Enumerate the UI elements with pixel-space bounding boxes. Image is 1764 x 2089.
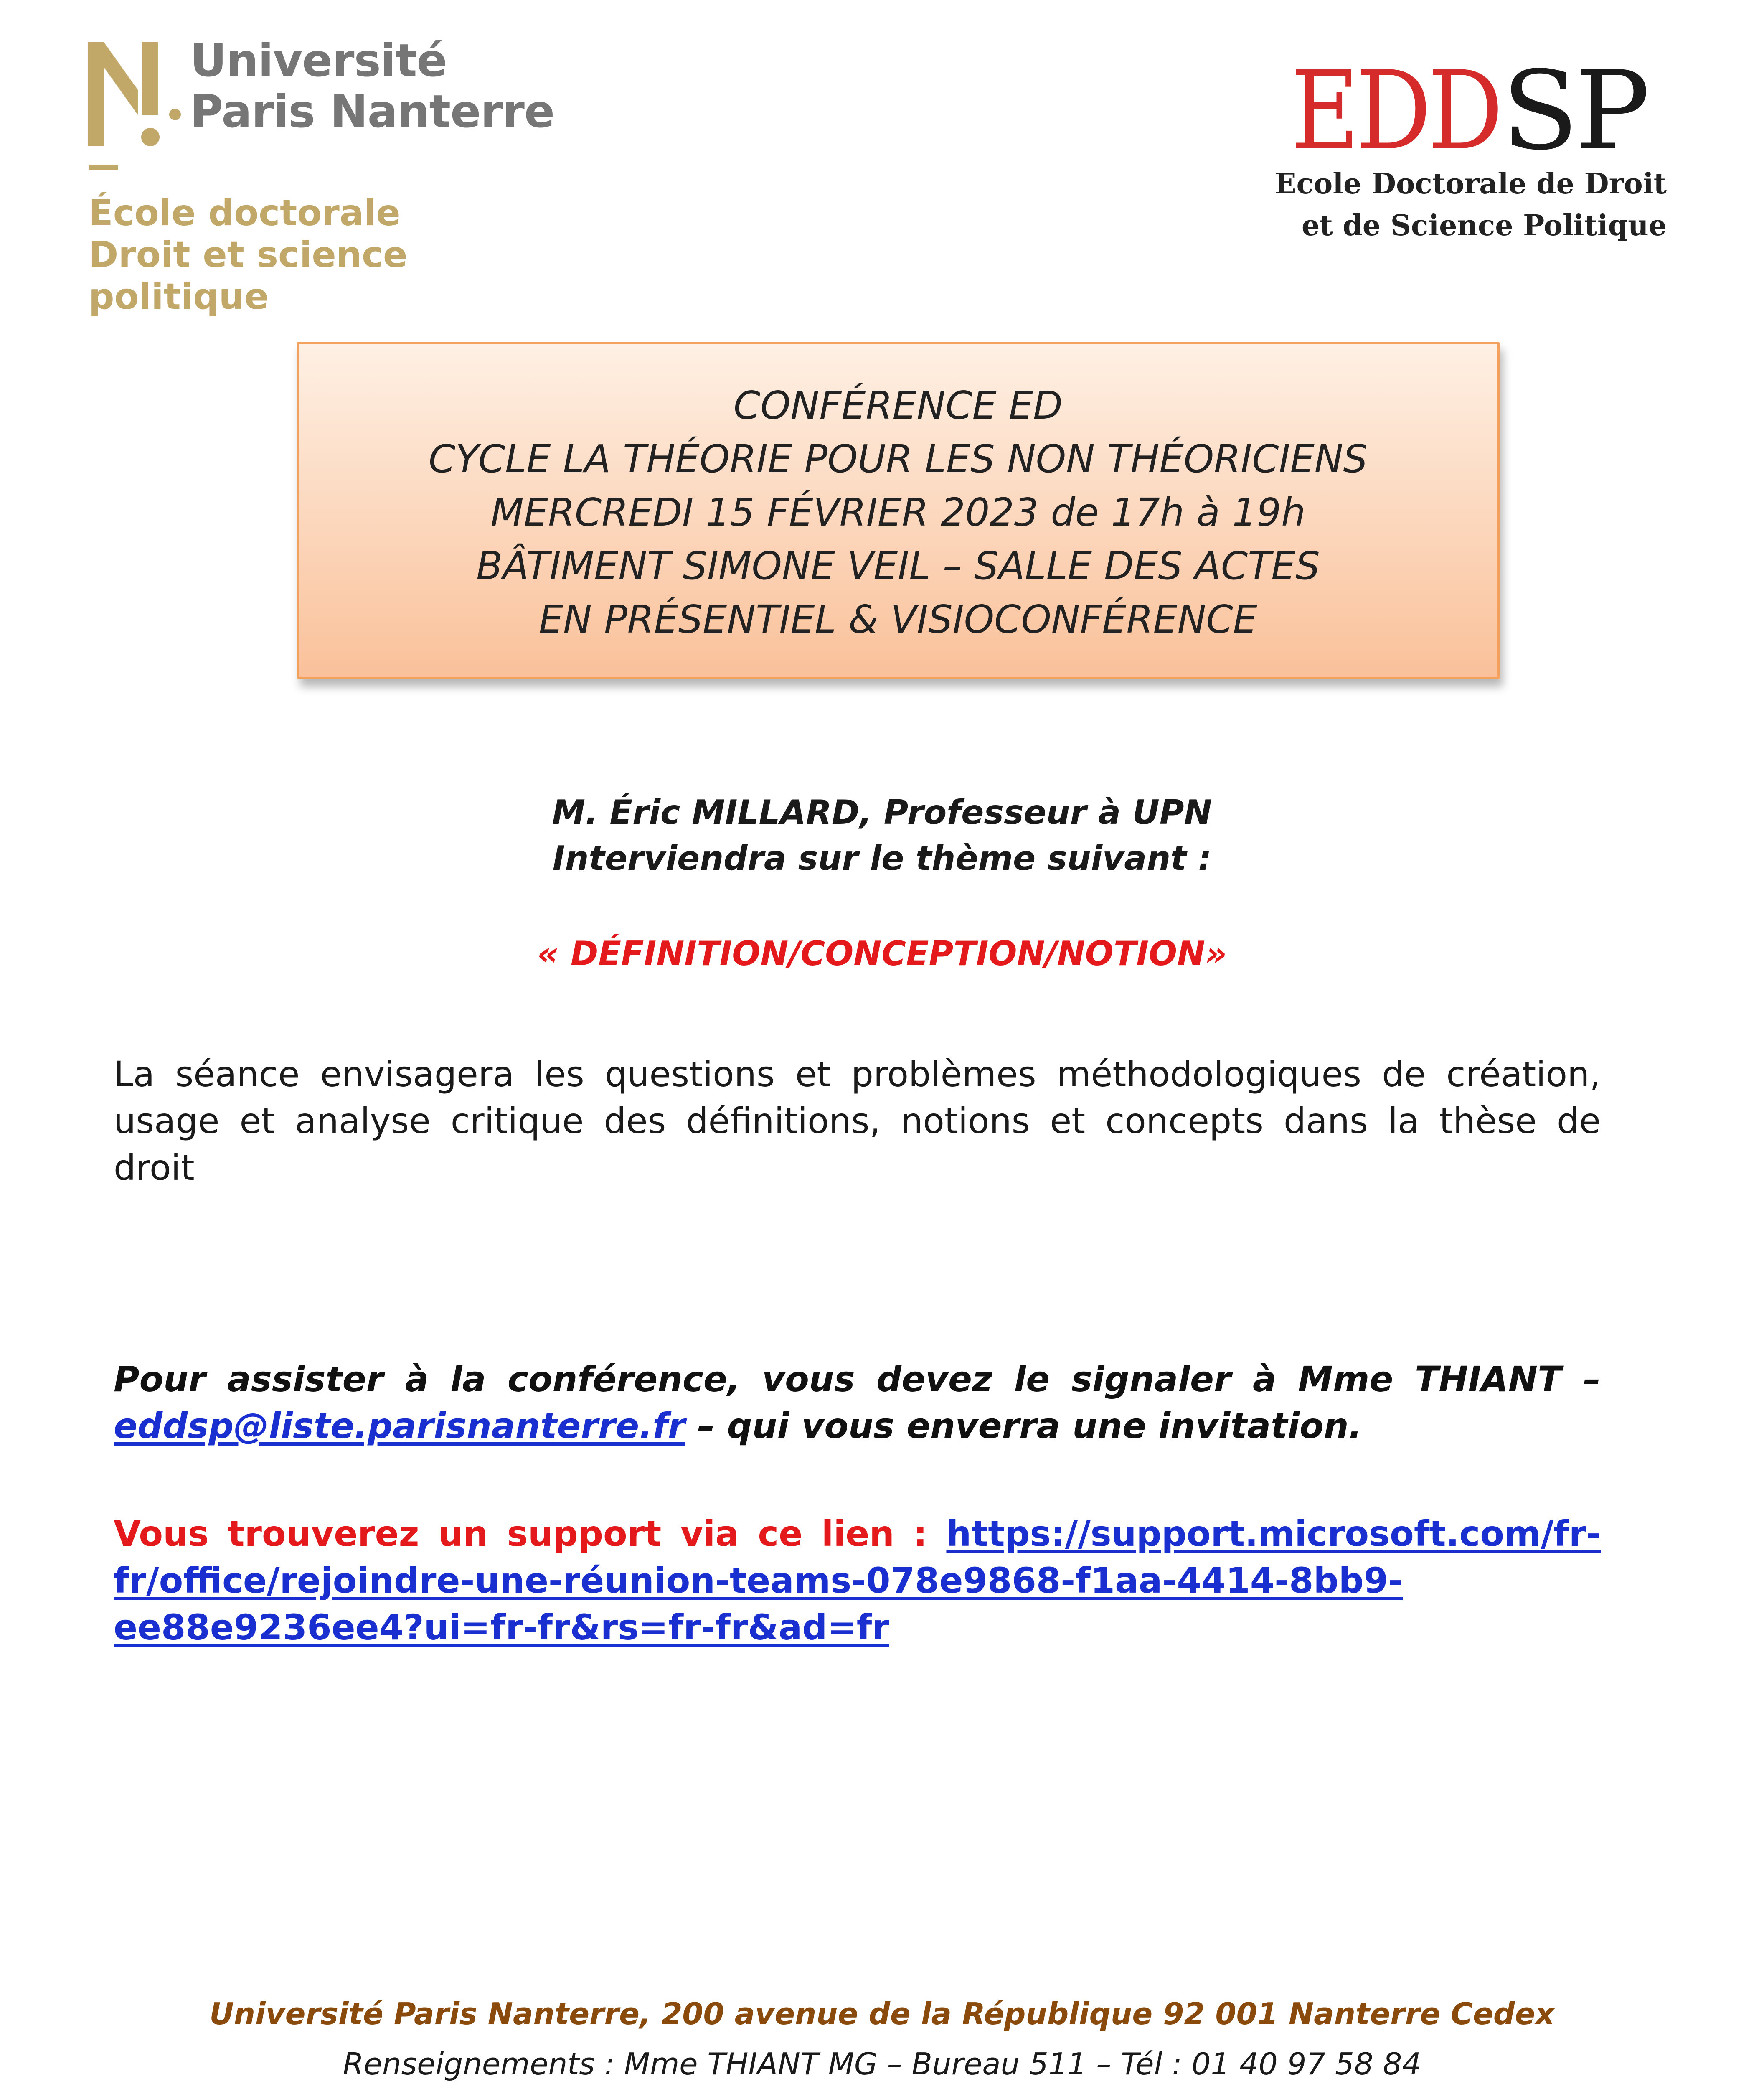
attendance-line-2: [114, 1403, 1601, 1449]
footer-info: Renseignements : Mme THIANT MG – Bureau 511 – Tél : 01 40 97 58 84: [343, 2046, 1421, 2081]
support-paragraph: [114, 1510, 1601, 1651]
attendance-line: Pour assister à la conférence, vous devez le signaler à Mme THIANT –: [114, 1359, 1601, 1400]
eddsp-logo: [1270, 63, 1688, 259]
support-line-3: [114, 1604, 1601, 1651]
speaker-intro: Interviendra sur le thème suivant :: [552, 839, 1212, 878]
support-link-part3[interactable]: ee88e9236ee4?ui=fr-fr&rs=fr-fr&ad=fr: [114, 1607, 889, 1648]
eddsp-subtitle: Ecole Doctorale de Droit et de Science Politique: [1274, 167, 1667, 242]
support-intro: Vous trouverez un support via ce lien :: [114, 1513, 947, 1554]
conference-theme: « DÉFINITION/CONCEPTION/NOTION»: [537, 934, 1227, 973]
upn-name: Université Paris Nanterre: [190, 36, 554, 137]
svg-text:SP: SP: [1502, 63, 1647, 159]
title-line: CYCLE LA THÉORIE POUR LES NON THÉORICIENS: [429, 437, 1368, 481]
event-title-box: [297, 342, 1500, 679]
upn-name-line2: Paris Nanterre: [190, 86, 554, 137]
support-link-part1[interactable]: https://support.microsoft.com/fr-: [946, 1513, 1601, 1554]
title-line: EN PRÉSENTIEL & VISIOCONFÉRENCE: [539, 597, 1257, 642]
description-line: usage et analyse critique des définitions, notions et concepts dans la thèse de: [114, 1100, 1601, 1141]
speaker-name: M. Éric MILLARD, Professeur à UPN: [552, 793, 1212, 832]
title-line: CONFÉRENCE ED: [734, 383, 1063, 428]
title-line: BÂTIMENT SIMONE VEIL – SALLE DES ACTES: [476, 544, 1320, 588]
upn-ecole-doctorale: École doctorale Droit et science politique: [89, 192, 408, 318]
upn-divider: [89, 165, 118, 170]
attendance-rest: – qui vous enverra une invitation.: [685, 1405, 1362, 1446]
attendance-paragraph: [114, 1356, 1601, 1449]
description-paragraph: [114, 1051, 1601, 1191]
description-line: La séance envisagera les questions et problèmes méthodologiques de création,: [114, 1054, 1601, 1095]
description-line: droit: [114, 1147, 195, 1188]
contact-email-link[interactable]: eddsp@liste.parisnanterre.fr: [114, 1405, 685, 1446]
speaker-info: [0, 790, 1764, 882]
title-line: MERCREDI 15 FÉVRIER 2023 de 17h à 19h: [490, 490, 1306, 535]
support-link-part2[interactable]: fr/office/rejoindre-une-réunion-teams-078e9868-f1aa-4414-8bb9-: [114, 1560, 1403, 1601]
support-line-2: [114, 1557, 1601, 1604]
upn-logo: [84, 35, 585, 318]
eddsp-wordmark: [1291, 63, 1667, 159]
upn-monogram-icon: [88, 42, 188, 146]
footer-address: Université Paris Nanterre, 200 avenue de la République 92 001 Nanterre Cedex: [209, 1996, 1555, 2031]
svg-text:EDD: EDD: [1291, 63, 1500, 159]
support-line-1: [114, 1510, 1601, 1557]
